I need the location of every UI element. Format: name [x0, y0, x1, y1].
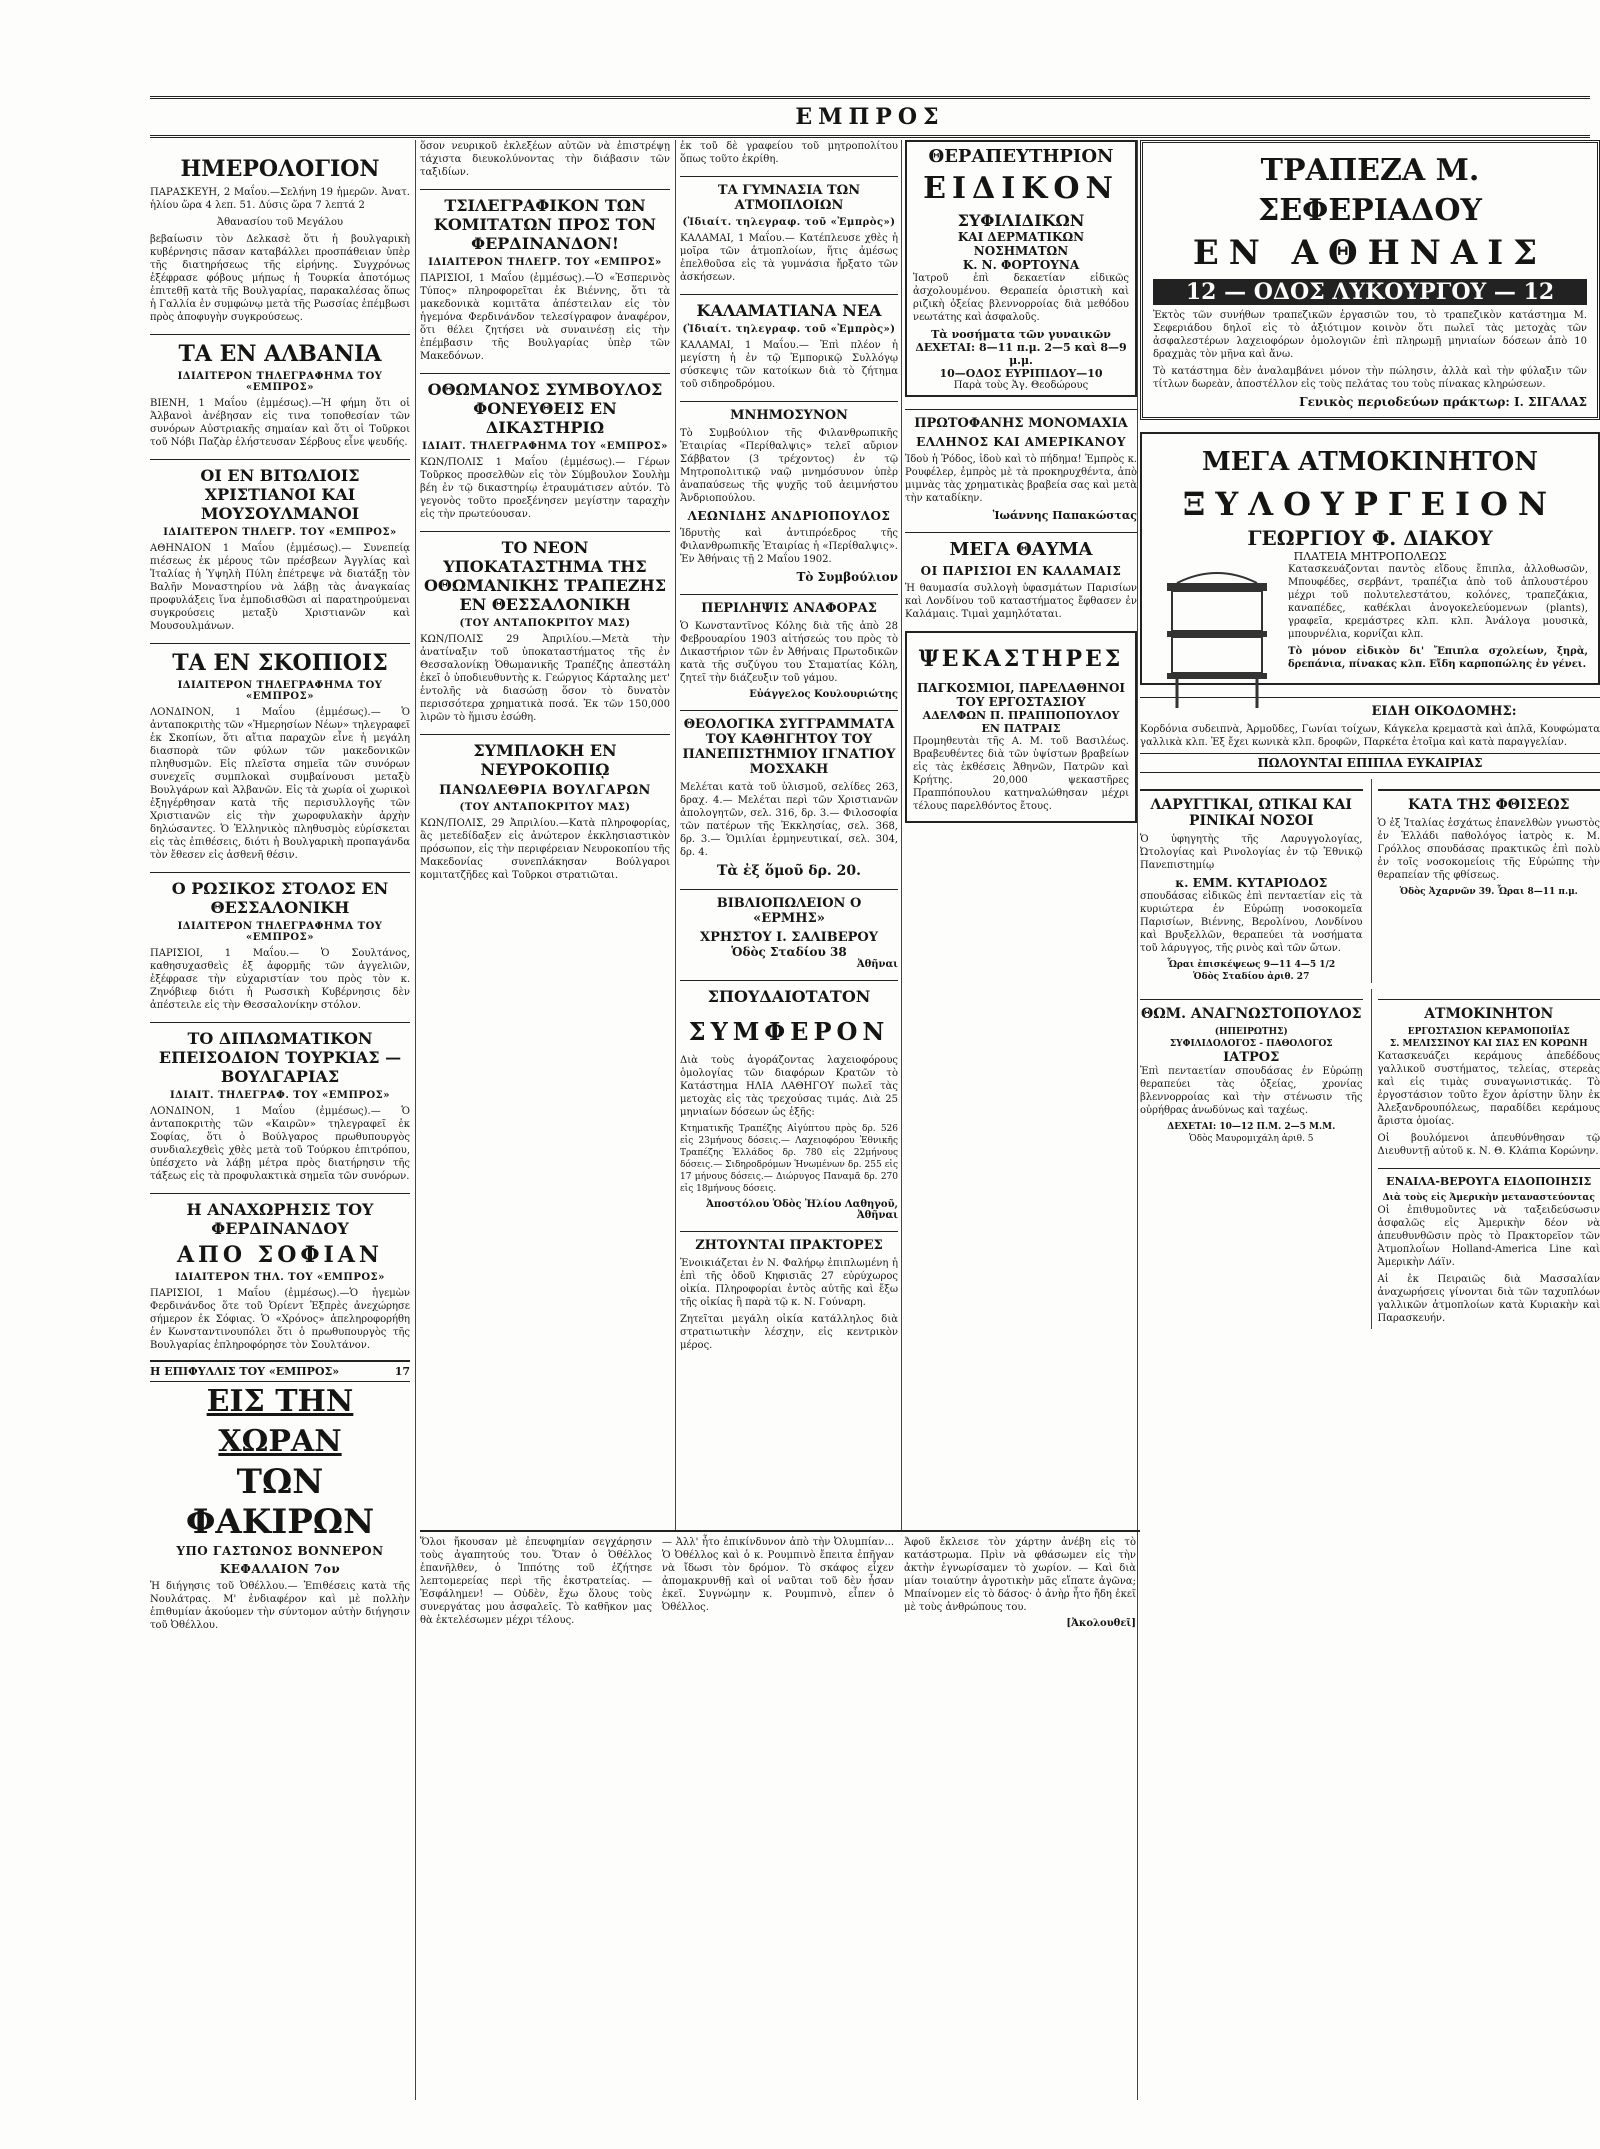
calendar-saint: Ἀθανασίου τοῦ Μεγάλου — [216, 217, 344, 228]
headline: ΠΡΩΤΟΦΑΝΗΣ ΜΟΝΟΜΑΧΙΑ — [905, 409, 1137, 431]
subheading: ΕΛΛΗΝΟΣ ΚΑΙ ΑΜΕΡΙΚΑΝΟΥ — [916, 435, 1126, 449]
signature: Ἰωάννης Παπακώστας — [992, 509, 1137, 522]
continued-marker: [Ἀκολουθεῖ] — [1066, 1618, 1136, 1629]
feuilleton-column: Ἀφοῦ ἔκλεισε τὸν χάρτην ἀνέβη εἰς τὸ κατάστρωμα. Πρὶν νὰ φθάσωμεν εἰς τὴν ἀκτὴν ἐγνωρίσαμεν τὸ χωρίον. — Καὶ διὰ μίαν τοιαύτην ἀγροτικὴν μᾶς εἴπατε ἀγῶνα; Μπαίνομεν εἰς τὸ δάσος· ὁ ἀνὴρ ἦτο ἤδη ἐκεῖ μὲ τοὺς ἀνθρώπους του. [Ἀκολουθεῖ] — [904, 1537, 1136, 1629]
signature: Τὸ Συμβούλιον — [796, 570, 898, 584]
article-text: Διὰ τοὺς ἀγοράζοντας λαχειοφόρους ὁμολογίας τῶν διαφόρων Κρατῶν τὸ Κατάστημα ΗΛΙΑ ΛΑΘΗΓΟΥ πωλεῖ τὰς μετοχὰς εἰς τὰς τρεχούσας τιμάς. Διὰ 25 μηνιαίων δόσεων ὡς ἑξῆς: — [680, 1055, 898, 1118]
article-text: ΠΑΡΙΣΙΟΙ, 1 Μαΐου.— Ὁ Σουλτάνος, καθησυχασθεὶς ἐξ ἀφορμῆς τῶν ἀγγελιῶν, ἐξέφρασε τὴν εὐχαριστίαν του πρὸς τὸν κ. Ζηνόβιεφ διότι ἡ Ρωσσικὴ Κυβέρνησις δὲν ἀπέστειλε εἰς τὴν Θεσσαλονίκην στόλον. — [150, 948, 410, 1011]
headline: ΣΥΜΠΛΟΚΗ ΕΝ ΝΕΥΡΟΚΟΠΙῼ — [420, 734, 670, 779]
column-rule — [415, 140, 416, 2100]
article-text: Τὸ Συμβούλιον τῆς Φιλανθρωπικῆς Ἑταιρίας «Περίθαλψις» τελεῖ αὔριον Σάββατον (3 τρέχοντος) ἐν τῷ Μητροπολιτικῷ ναῷ μνημόσυνον ὑπὲρ ἀναπαύσεως τῆς ψυχῆς τοῦ ἀειμνήστου Ἀνδριοπούλου. — [680, 428, 898, 504]
subheading: ΙΔΙΑΙΤΕΡΟΝ ΤΗΛΕΓΡΑΦΗΜΑ ΤΟΥ «ΕΜΠΡΟΣ» — [177, 921, 383, 943]
article-text: ΚΑΛΑΜΑΙ, 1 Μαΐου.— Ἐπὶ πλέον ἡ μεγίστη ἡ ἐν τῷ Ἐμπορικῷ Συλλόγῳ σύσκεψις τῶν κατοίκων διὰ τὸ ζήτημα τοῦ σιδηροδρόμου. — [680, 340, 898, 390]
article-text: ὅσον νευρικοῦ ἐκλεξέων αὐτῶν νὰ ἐπιστρέψῃ τάχιστα διευκολύνοντας τὴν διάβασιν τῶν ταξιδίων. — [420, 141, 670, 178]
calendar-text: ΠΑΡΑΣΚΕΥΗ, 2 Μαΐου.—Σελήνη 19 ἡμερῶν. Ἀνατ. ἡλίου ὥρα 4 λεπ. 51. Δύσις ὥρα 7 λεπτά 2 — [150, 187, 410, 211]
headline: ΣΠΟΥΔΑΙΟΤΑΤΟΝ — [680, 980, 898, 1006]
article-text: Ἡ θαυμασία συλλογὴ ὑφασμάτων Παρισίων καὶ Λονδίνου τοῦ καταστήματος ἔφθασεν ἐν Καλάμαις. Τιμαὶ χαμηλόταται. — [905, 583, 1137, 620]
novel-chapter: ΚΕΦΑΛΑΙΟΝ 7ον — [219, 1562, 341, 1576]
headline: ΤΑ ΓΥΜΝΑΣΙΑ ΤΩΝ ΑΤΜΟΠΛΟΙΩΝ — [680, 176, 898, 213]
article-text: ΒΙΕΝΗ, 1 Μαΐου (ἐμμέσως).—Ἡ φήμη ὅτι οἱ Ἀλβανοὶ ἀνέβησαν εἰς τινα τοποθεσίαν τῶν συνόρων Αὐστριακῆς σημαίαν καὶ ὅτι οἱ Τοῦρκοι τοῦ Νόβι Παζὰρ ἐλήστευσαν Σέρβους εἶνε ψευδής. — [150, 398, 410, 448]
novel-text: Ἡ διήγησις τοῦ Ὀθέλλου.— Ἐπιθέσεις κατὰ τῆς Νουλάτρας. Μ' ἐνδιαφέρον καὶ μὲ πολλὴν ἐπιθυμίαν ἀκούομεν τὴν σύντομον αὐτὴν διήγησιν τοῦ Ὀθέλλου. — [150, 1581, 410, 1631]
column-4 — [905, 140, 1137, 1560]
cabinet-illustration — [1152, 563, 1282, 713]
feuilleton-column: — Ἀλλ' ἦτο ἐπικίνδυνον ἀπὸ τὴν Ὀλυμπίαν... Ὁ Ὀθέλλος καὶ ὁ κ. Ρουμπινὸ ἔπειτα ἐπῆγαν νὰ ἴδωσι τὸν δρόμον. Τὸ σκάφος εἶχεν ἀπομακρυνθῇ καὶ οἱ ναῦται τοῦ δὲν ἦσαν ἐκεῖ. Συγνώμην κ. Ρουμπινὸ, εἶπεν ὁ Ὀθέλλος. — [662, 1537, 894, 1613]
article-text: ΚΑΛΑΜΑΙ, 1 Μαΐου.— Κατέπλευσε χθὲς ἡ μοῖρα τῶν ἀτμοπλοίων, ἥτις ἀμέσως ἐπελθοῦσα εἰς τὰ γυμνάσια ἤρξατο τῶν ἀσκήσεων. — [680, 233, 898, 283]
subheading: ΟΙ ΠΑΡΙΣΙΟΙ ΕΝ ΚΑΛΑΜΑΙΣ — [920, 564, 1122, 578]
feuilleton-continuation — [420, 1530, 1140, 2140]
advertisement-ceramics: ΑΤΜΟΚΙΝΗΤΟΝ ΕΡΓΟΣΤΑΣΙΟΝ ΚΕΡΑΜΟΠΟΙΪΑΣ Σ. ΜΕΛΙΣΣΙΝΟΥ ΚΑΙ ΣΙΑΣ ΕΝ ΚΟΡΩΝΗ Κατασκευάζει κεράμους ἀπεδέδους γαλλικοῦ συστήματος, τελείας, στερεὰς καὶ εἰς τιμὰς συναγωνιστικάς. Τὸ ἐργοστάσιον τοῦτο ἔχον ἀρίστην ὕλην ἐκ Ἀλεξανδρουπόλεως, παραδίδει κεράμους ἄριστα ὁμοίας. Οἱ βουλόμενοι ἀπευθύνθησαν τῷ Διευθυντῇ αὐτοῦ κ. Ν. Θ. Κλάπια Κορώνην. ΕΝΑΙΛΑ-ΒΕΡΟΥΓΑ ΕΙΔΟΠΟΙΗΣΙΣ Διὰ τοὺς εἰς Ἀμερικὴν μεταναστεύοντας Οἱ ἐπιθυμοῦντες νὰ ταξειδεύσωσιν ἀσφαλῶς εἰς Ἀμερικὴν δέον νὰ ἀπευθυνθῶσιν πρὸς τὸ Πρακτορεῖον τῶν Ἀτμοπλοΐων Holland-America Line καὶ Ἀμερικὴν Λάϊν. Αἱ ἐκ Πειραιῶς διὰ Μασσαλίαν ἀναχωρήσεις γίνονται διὰ τῶν ταχυπλόων γαλλικῶν ἀτμοπλοίων κατὰ Κυριακὴν καὶ Παρασκευήν. — [1371, 989, 1600, 1329]
advertisement-tuberculosis: ΚΑΤΑ ΤΗΣ ΦΘΙΣΕΩΣ Ὁ ἐξ Ἰταλίας ἐσχάτως ἐπανελθὼν γνωστὸς ἐν Ἑλλάδι παθολόγος ἰατρὸς κ. Μ. Γρόλλος σπουδάσας πρακτικῶς ἐπὶ πολὺ ἐν τοῖς νοσοκομείοις τῆς Εὐρώπης τὴν θεραπείαν τῆς φθίσεως. Ὁδὸς Ἀχαρνῶν 39. Ὧραι 8—11 π.μ. — [1371, 779, 1600, 983]
column-2 — [420, 140, 670, 1140]
calendar-title: ΗΜΕΡΟΛΟΓΙΟΝ — [180, 156, 380, 182]
headline-place: ΑΠΟ ΣΟΦΙΑΝ — [176, 1242, 384, 1268]
subheading: ΙΔΙΑΙΤΕΡΟΝ ΤΗΛ. ΤΟΥ «ΕΜΠΡΟΣ» — [175, 1272, 385, 1283]
article-text: Ἐνοικιάζεται ἐν Ν. Φαλήρῳ ἐπιπλωμένη ἡ ἐπὶ τῆς ὁδοῦ Κηφισιᾶς 27 εὐρύχωρος οἰκία. Πληροφορίαι ἐντὸς αὐτῆς καὶ ἔξω τῆς οἰκίας ἢ παρὰ τῷ κ. Ν. Γούναρη. — [680, 1258, 898, 1308]
article-text: ΑΘΗΝΑΙΟΝ 1 Μαΐου (ἐμμέσως).— Συνεπείᾳ πιέσεως ἐκ μέρους τῶν πρέσβεων Ἀγγλίας καὶ Ἰταλίας ἡ Ὑψηλὴ Πύλη ἐπέτρεψε νὰ διατάξῃ τὸν Βαλῆν Μοναστηρίου νὰ λάβῃ τὰς ἀναγκαίας προφυλάξεις ἵνα ἐμποδισθῶσι αἱ παρατηρούμεναι συγκρούσεις μεταξὺ Χριστιανῶν καὶ Μουσουλμάνων. — [150, 543, 410, 632]
article-text: Μελέται κατὰ τοῦ ὑλισμοῦ, σελίδες 263, δραχ. 4.— Μελέται περὶ τῶν Χριστιανῶν ἀπολογητῶν, σελ. 316, δρ. 3.— Φιλοσοφία τῶν πατέρων τῆς Ἐκκλησίας, σελ. 368, δρ. 3.— Ὁμιλίαι ἐρμηνευτικαί, σελ. 304, δρ. 4. — [680, 782, 898, 858]
headline: ΤΟ ΝΕΟΝ ΥΠΟΚΑΤΑΣΤΗΜΑ ΤΗΣ ΟΘΩΜΑΝΙΚΗΣ ΤΡΑΠΕΖΗΣ ΕΝ ΘΕΣΣΑΛΟΝΙΚΗ — [420, 531, 670, 614]
article-text: ΚΩΝ/ΠΟΛΙΣ 29 Ἀπριλίου.—Μετὰ τὴν ἀνατίναξιν τοῦ ὑποκαταστήματος τῆς ἐν Θεσσαλονίκῃ Ὀθωμανικῆς Τραπέζης ἀπεστάλη ἐκεῖ ὁ ὑποδιευθυντὴς κ. Γεώργιος Κάρταλης μετ' ἐντολῆς νὰ διασώσῃ ὅσον τὸ δυνατὸν περισσότερα χρηματικὰ ποσά. Ἐκ τῶν 150,000 λιρῶν τὸ ἥμισυ ἐσώθη. — [420, 634, 670, 723]
subheading: ΙΔΙΑΙΤ. ΤΗΛΕΓΡΑΦΗΜΑ ΤΟΥ «ΕΜΠΡΟΣ» — [422, 441, 668, 452]
advertisement-sprayers: ΨΕΚΑΣΤΗΡΕΣ ΠΑΓΚΟΣΜΙΟΙ, ΠΑΡΕΛΑΘΗΝΟΙ ΤΟΥ ΕΡΓΟΣΤΑΣΙΟΥ ΑΔΕΛΦΩΝ Π. ΠΡΑΠΠΟΠΟΥΛΟΥ ΕΝ ΠΑΤΡΑΙΣ Προμηθευτὰι τῆς Α. Μ. τοῦ Βασιλέως. Βραβευθέντες διὰ τῶν ὑψίστων βραβείων εἰς τὰς ἐκθέσεις Ἀθηνῶν, Πατρῶν καὶ Κρήτης. 20,000 ψεκαστῆρες Πραππόπουλου κατηναλώθησαν μέχρι τέλους παρελθόντος ἔτους. — [905, 631, 1137, 823]
ads-row — [1140, 779, 1600, 983]
headline: ΤΣΙΛΕΓΡΑΦΙΚΟΝ ΤΩΝ ΚΟΜΙΤΑΤΩΝ ΠΡΟΣ ΤΟΝ ΦΕΡΔΙΝΑΝΔΟΝ! — [420, 189, 670, 253]
article-text: ἐκ τοῦ δὲ γραφείου τοῦ μητροπολίτου ὅπως τοῦτο ἐκρίθη. — [680, 141, 898, 165]
headline: Ο ΡΩΣΙΚΟΣ ΣΤΟΛΟΣ ΕΝ ΘΕΣΣΑΛΟΝΙΚΗ — [150, 872, 410, 917]
bookshop-city: Ἀθῆναι — [856, 959, 898, 970]
subheading: ΛΕΩΝΙΔΗΣ ΑΝΔΡΙΟΠΟΥΛΟΣ — [687, 509, 891, 523]
advertisement-ent: ΛΑΡΥΓΓΙΚΑΙ, ΩΤΙΚΑΙ ΚΑΙ ΡΙΝΙΚΑΙ ΝΟΣΟΙ Ὁ ὑφηγητὴς τῆς Λαρυγγολογίας, Ὠτολογίας καὶ Ρινολογίας ἐν τῷ Ἐθνικῷ Πανεπιστημίῳ κ. ΕΜΜ. ΚΥΤΑΡΙΟΔΟΣ σπουδάσας εἰδικῶς ἐπὶ πενταετίαν εἰς τὰ κυριώτερα ἐν Εὐρώπῃ νοσοκομεῖα Παρισίων, Βιέννης, Βερολίνου, Λονδίνου καὶ Βρυξελλῶν, θεραπεύει τὰ νοσήματα τοῦ λάρυγγος, τῆς ρινὸς καὶ τῶν ὤτων. Ὧραι ἐπισκέψεως 9—11 4—5 1/2 Ὁδὸς Σταδίου ἀριθ. 27 — [1140, 779, 1363, 983]
headline: ΟΘΩΜΑΝΟΣ ΣΥΜΒΟΥΛΟΣ ΦΟΝΕΥΘΕΙΣ ΕΝ ΔΙΚΑΣΤΗΡΙΩ — [420, 373, 670, 437]
article-text: Κορδόνια συδειπνὰ, Ἀρμοῦδες, Γωνίαι τοίχων, Κάγκελα κρεμαστὰ καὶ ἀπλᾶ, Κουφώματα γαλλικὰ κλπ. Ἐξ ἔχει κωνικὰ κλπ. δροφῶν, Παρκέτα ἑτοῖμα καὶ κατὰ παραγγελίαν. — [1140, 724, 1600, 748]
subheading: (Ἰδιαίτ. τηλεγραφ. τοῦ «Ἐμπρὸς») — [682, 217, 896, 228]
headline-big: ΣΥΜΦΕΡΟΝ — [688, 1017, 890, 1046]
subheading: (ΤΟΥ ΑΝΤΑΠΟΚΡΙΤΟΥ ΜΑΣ) — [459, 802, 631, 813]
article-text: ΚΩΝ/ΠΟΛΙΣ 1 Μαΐου (ἐμμέσως).— Γέρων Τοῦρκος προσελθὼν εἰς τὸν Σύμβουλον Σουλὴμ βέη ἐν τῷ δικαστηρίῳ ἐτραυμάτισεν αὐτόν. Τὸ γεγονὸς τοῦτο προεξένησεν μεγίστην ταραχὴν εἰς τὴν πρωτεύουσαν. — [420, 457, 670, 520]
headline: Η ΑΝΑΧΩΡΗΣΙΣ ΤΟΥ ΦΕΡΔΙΝΑΝΔΟΥ — [150, 1193, 410, 1238]
article-text: ΛΟΝΔΙΝΟΝ, 1 Μαΐου (ἐμμέσως).— Ὁ ἀνταποκριτὴς τῶν «Καιρῶν» τηλεγραφεῖ ἐκ Σοφίας, ὅτι ὁ Βούλγαρος πρωθυπουργὸς συνδιαλεχθεὶς χθὲς μετὰ τοῦ Τούρκου ἐπιτρόπου, ὑπέσχετο νὰ λάβῃ μέτρα πρὸς διατήρησιν τῆς τάξεως εἰς τὰ προφυλακτικὰ σημεῖα τῶν συνόρων. — [150, 1106, 410, 1182]
headline: ΕΙΔΗ ΟΙΚΟΔΟΜΗΣ: — [1140, 697, 1600, 719]
headline: ΟΙ ΕΝ ΒΙΤΩΛΙΟΙΣ ΧΡΙΣΤΙΑΝΟΙ ΚΑΙ ΜΟΥΣΟΥΛΜΑΝΟΙ — [150, 459, 410, 523]
subheading: ΙΔΙΑΙΤΕΡΟΝ ΤΗΛΕΓΡ. ΤΟΥ «ΕΜΠΡΟΣ» — [428, 257, 662, 268]
article-text: ΠΑΡΙΣΙΟΙ, 1 Μαΐου (ἐμμέσως).—Ὁ ἡγεμὼν Φερδινάνδος ὅτε τοῦ Ὀρίεντ Ἐξπρὲς ἀνεχώρησε σήμερον ἐκ Σόφιας. Ὁ «Χρόνος» ἀπεληροφορήθη ἐν Κωνσταντινουπόλει ὅτι ὁ πρωθυπουργὸς τῆς Βουλγαρίας ἐπληροφόρησε τὸν Σουλτάνον. — [150, 1288, 410, 1351]
feuilleton-header: Η ΕΠΙΦΥΛΛΙΣ ΤΟΥ «ΕΜΠΡΟΣ» 17 — [150, 1360, 410, 1382]
headline: ΚΑΛΑΜΑΤΙΑΝΑ ΝΕΑ — [680, 294, 898, 320]
article-text: Ἱδρυτὴς καὶ ἀντιπρόεδρος τῆς Φιλανθρωπικῆς Ἑταιρίας ἡ «Περίθαλψις». Ἐν Ἀθήναις τῇ 2 Μαΐου 1902. — [680, 528, 898, 565]
column-1 — [150, 140, 410, 2140]
subheading: ΙΔΙΑΙΤΕΡΟΝ ΤΗΛΕΓΡΑΦΗΜΑ ΤΟΥ «ΕΜΠΡΟΣ» — [177, 680, 383, 702]
bookshop-owner: ΧΡΗΣΤΟΥ Ι. ΣΑΛΙΒΕΡΟΥ — [700, 930, 878, 945]
advertisement-bank: ΤΡΑΠΕΖΑ Μ. ΣΕΦΕΡΙΑΔΟΥ ΕΝ ΑΘΗΝΑΙΣ 12 — ΟΔΟΣ ΛΥΚΟΥΡΓΟΥ — 12 Ἐκτὸς τῶν συνήθων τραπεζικῶν ἐργασιῶν του, τὸ τραπεζικὸν κατάστημα Μ. Σεφεριάδου δηλοῖ εἰς τὸ ἀξιότιμον κοινὸν ὅτι πωλεῖ τὰς μετοχὰς τῶν ἀσφαλεστέρων λαχειοφόρων ὁμολογιῶν ἐπὶ πληρωμῇ μηνιαίων δόσεων ἀπὸ 10 δραχμὰς τὸν μῆνα καὶ ἄνω. Τὸ κατάστημα δὲν ἀναλαμβάνει μόνον τὴν πώλησιν, ἀλλὰ καὶ τὴν φύλαξιν τῶν τίτλων δωρεὰν, ἀποστέλλον εἰς τοὺς πελάτας του τοὺς πίνακας κληρώσεων. Γενικὸς περιοδεύων πράκτωρ: Ι. ΣΙΓΑΛΑΣ — [1140, 140, 1600, 420]
article-text: Ζητεῖται μεγάλη οἰκία κατάλληλος διὰ στρατιωτικὴν λέσχην, εἰς κεντρικὸν μέρος. — [680, 1314, 898, 1351]
headline: ΘΕΟΛΟΓΙΚΑ ΣΥΓΓΡΑΜΜΑΤΑ ΤΟΥ ΚΑΘΗΓΗΤΟΥ ΤΟΥ ΠΑΝΕΠΙΣΤΗΜΙΟΥ ΙΓΝΑΤΙΟΥ ΜΟΣΧΑΚΗ — [680, 710, 898, 777]
column-3 — [680, 140, 898, 1390]
bookshop-address: Ὁδὸς Σταδίου 38 — [731, 945, 847, 959]
signature: Εὐάγγελος Κουλουριώτης — [749, 689, 898, 700]
masthead: ΕΜΠΡΟΣ — [150, 96, 1590, 138]
signature: Ἀποστόλου Ὁδὸς Ἡλίου Λαθηγοῦ, Ἀθῆναι — [706, 1199, 898, 1221]
feuilleton-column: Ὅλοι ἤκουσαν μὲ ἐπευφημίαν σεγχάρησιν τοὺς ἀγαπητούς του. Ὅταν ὁ Ὀθέλλος ἐπανῆλθεν, ὁ Ἰππότης τοῦ ἐζήτησε λεπτομερείας περὶ τῆς ἐκστρατείας. — Ἐσφάλημεν! — Οὐδὲν, ἔχω ὅλους τοὺς συνεργάτας μου ἀσφαλεῖς. Τὸ καθῆκον μας θὰ ἐκτελέσωμεν μέχρι τέλους. — [420, 1537, 652, 1626]
article-text: ΚΩΝ/ΠΟΛΙΣ, 29 Ἀπριλίου.—Κατὰ πληροφορίας, ἃς μετεδίδαξεν εἰς ἀνώτερον ἐκκλησιαστικὸν πρόσωπον, εἰς τὴν περιφέρειαν Νευροκοπίου τῆς Μακεδονίας συνεπλάκησαν Βούλγαροι κομιτατζῆδες καὶ Τοῦρκοι στρατιῶται. — [420, 818, 670, 881]
article-text: Κτηματικῆς Τραπέζης Αἰγύπτου πρὸς δρ. 526 εἰς 23μήνους δόσεις.— Λαχειοφόρου Ἐθνικῆς Τραπέζης Ἑλλάδος δρ. 780 εἰς 22μήνους δόσεις.— Σιδηροδρόμων Ἡνωμένων δρ. 255 εἰς 17 μήνους δόσεις.— Διώρυγος Παναμᾶ δρ. 270 εἰς 18μήνους δόσεις. — [680, 1124, 898, 1194]
headline: ΠΕΡΙΛΗΨΙΣ ΑΝΑΦΟΡΑΣ — [680, 594, 898, 616]
novel-author: ΥΠΟ ΓΑΣΤΩΝΟΣ ΒΟΝΝΕΡΟΝ — [176, 1544, 384, 1558]
headline: ΜΕΓΑ ΘΑΥΜΑ — [905, 532, 1137, 560]
subheading: ΙΔΙΑΙΤ. ΤΗΛΕΓΡΑΦ. ΤΟΥ «ΕΜΠΡΟΣ» — [170, 1090, 390, 1101]
article-text: Ἰδοὺ ἡ Ῥόδος, ἰδοὺ καὶ τὸ πήδημα! Ἐμπρὸς κ. Ρουφέλερ, ἐμπρὸς μὲ τὰ προκηρυχθέντα, ἀπὸ μιμνὰς τὰς χρηματικὰς βραβεία σας καὶ μετὰ τὴν καταδίκην. — [905, 454, 1137, 504]
headline: ΤΟ ΔΙΠΛΩΜΑΤΙΚΟΝ ΕΠΕΙΣΟΔΙΟΝ ΤΟΥΡΚΙΑΣ — ΒΟΥΛΓΑΡΙΑΣ — [150, 1022, 410, 1086]
subheading: ΠΑΝΩΛΕΘΡΙΑ ΒΟΥΛΓΑΡΩΝ — [439, 783, 651, 798]
subheading: (Ἰδιαίτ. τηλεγραφ. τοῦ «Ἐμπρὸς») — [682, 324, 896, 335]
subheading: ΙΔΙΑΙΤΕΡΟΝ ΤΗΛΕΓΡΑΦΗΜΑ ΤΟΥ «ΕΜΠΡΟΣ» — [177, 371, 383, 393]
headline: ΤΑ ΕΝ ΑΛΒΑΝΙΑ — [150, 334, 410, 367]
advertisement-doctor: ΘΩΜ. ΑΝΑΓΝΩΣΤΟΠΟΥΛΟΣ (ΗΠΕΙΡΩΤΗΣ) ΣΥΦΙΛΙΔΟΛΟΓΟΣ - ΠΑΘΟΛΟΓΟΣ ΙΑΤΡΟΣ Ἐπὶ πενταετίαν σπουδάσας ἐν Εὐρώπῃ θεραπεύει τὰς ὀξείας, χρονίας βλεννορροίας καὶ τὴν στένωσιν τῆς οὐρήθρας ἀνωδύνως καὶ ταχέως. ΔΕΧΕΤΑΙ: 10—12 Π.Μ. 2—5 Μ.Μ. Ὁδὸς Μαυρομιχάλη ἀριθ. 5 — [1140, 989, 1363, 1329]
advertisement-furniture: ΜΕΓΑ ΑΤΜΟΚΙΝΗΤΟΝ ΞΥΛΟΥΡΓΕΙΟΝ ΓΕΩΡΓΙΟΥ Φ. ΔΙΑΚΟΥ ΠΛΑΤΕΙΑ ΜΗΤΡΟΠΟΛΕΩΣ Κατασκευάζονται παντὸς εἴδους ἔπιπλα, ἀλλοθωσῶν, Μπουφέδες, σερβάντ, τραπέζια ἀπὸ τοῦ ἁπλουστέρου μέχρι τοῦ πολυτελεστάτου, κολόνες, τραπεζάκια, καναπέδες, καθέκλαι ἀνογοκελεύομενων (plants), γραφεῖα, κρεμάστρες κλπ. κλπ. Ἀνάλογα μουσικὰ, μπουρνέλια, κορνίζαι κλπ. Τὸ μόνον εἰδικὸν δι' Ἔπιπλα σχολείων, ξηρὰ, δρεπάνια, πίνακας κλπ. Εἴδη καρποπώλης ἐν γένει. — [1140, 432, 1600, 685]
column-5 — [1140, 140, 1600, 2125]
column-rule — [675, 140, 676, 1530]
novel-title: ΕΙΣ ΤΗΝ ΧΩΡΑΝ — [206, 1384, 354, 1459]
novel-title: ΤΩΝ ΦΑΚΙΡΩΝ — [185, 1462, 375, 1542]
headline: ΒΙΒΛΙΟΠΩΛΕΙΟΝ Ο «ΕΡΜΗΣ» — [680, 889, 898, 926]
ads-row — [1140, 989, 1600, 1329]
headline: ΜΝΗΜΟΣΥΝΟΝ — [680, 401, 898, 423]
article-text: ΛΟΝΔΙΝΟΝ, 1 Μαΐου (ἐμμέσως).— Ὁ ἀνταποκριτὴς τῶν «Ἡμερησίων Νέων» τηλεγραφεῖ ἐκ Σκοπίων, ὅτι αἴτια παραχῶν εἶνε ἡ μεγάλη διασπορὰ τῶν φύλων τῶν μακεδονικῶν πληθυσμῶν. Εἰς πλεῖστα σημεῖα τῶν συνόρων συνεχεῖς συμπλοκαὶ συμβαίνουσι μεταξὺ Βουλγάρων καὶ Ἀλβανῶν. Εἰς τὰ χωρία οἱ χωρικοὶ ἐξηγέρθησαν κατὰ τῆς περισυλλογῆς τῶν Χριστιανῶν εἰς τὴν χωροφυλακὴν ἀρχὴν δηλώσαντες. Ὁ Ἑλληνικὸς πληθυσμὸς εὑρίσκεται εἰς τὰς ἐπιθέσεις, διότι ἡ Βουλγαρικὴ προπαγάνδα τὸν ἔθεσεν εἰς ἀσθενῆ θέσιν. — [150, 707, 410, 861]
headline: ΖΗΤΟΥΝΤΑΙ ΠΡΑΚΤΟΡΕΣ — [680, 1231, 898, 1253]
advertisement-clinic: ΘΕΡΑΠΕΥΤΗΡΙΟΝ ΕΙΔΙΚΟΝ ΣΥΦΙΛΙΔΙΚΩΝ ΚΑΙ ΔΕΡΜΑΤΙΚΩΝ ΝΟΣΗΜΑΤΩΝ Κ. Ν. ΦΟΡΤΟΥΝΑ Ἰατροῦ ἐπὶ δεκαετίαν εἰδικῶς ἀσχολουμένου. Θεραπεία ὁριστικὴ καὶ ριζικὴ ὀξείας βλεννορροίας διὰ μεθόδου νεωτάτης καὶ ἀσφαλοῦς. Τὰ νοσήματα τῶν γυναικῶν ΔΕΧΕΤΑΙ: 8—11 π.μ. 2—5 καὶ 8—9 μ.μ. 10—ΟΔΟΣ ΕΥΡΙΠΙΔΟΥ—10 Παρὰ τοὺς Ἁγ. Θεοδώρους — [905, 140, 1137, 397]
article-text: ΠΑΡΙΣΙΟΙ, 1 Μαΐου (ἐμμέσως).—Ὁ «Ἐσπερινὸς Τύπος» πληροφορεῖται ἐκ Βιέννης, ὅτι τὰ μακεδονικὰ κομιτᾶτα ἀπέστειλαν εἰς τὸν ἡγεμόνα Φερδινάνδον τελεσίγραφον ἀναφέρον, ὅτι θέλει ζητήσει νὰ συναινέσῃ εἰς τὴν ἐπέμβασιν τῆς Βουλγαρίας ὑπὲρ τῶν Μακεδόνων. — [420, 273, 670, 362]
article-text: Ὁ Κωνσταντῖνος Κόλης διὰ τῆς ἀπὸ 28 Φεβρουαρίου 1903 αἰτήσεώς του πρὸς τὸ Δικαστήριον τῶν ἐν Ἀθήναις Πρωτοδικῶν κατὰ τῆς συζύγου του Σταματίας Κόλη, ζητεῖ τὴν διάζευξιν τοῦ γάμου. — [680, 621, 898, 684]
subheading: (ΤΟΥ ΑΝΤΑΠΟΚΡΙΤΟΥ ΜΑΣ) — [459, 618, 631, 629]
column-rule — [901, 140, 902, 1530]
article-text: βεβαίωσιν τὸν Δελκασὲ ὅτι ἡ βουλγαρικὴ κυβέρνησις πᾶσαν καταβάλλει προσπάθειαν ὑπὲρ τῆς διατηρήσεως τῆς εἰρήνης. Συγχρόνως ἐξέφρασε φόβους μήπως ἡ Τουρκία ἀποτόμως ἐπιτεθῇ κατὰ τῆς Βουλγαρίας, παρακαλέσας ὅπως ἡ Γαλλία ἐν συμφώνῳ μετὰ τῆς Ρωσσίας ἐπέμβωσι πρὸς ἀποφυγὴν συγκρούσεως. — [150, 234, 410, 323]
headline: ΤΑ ΕΝ ΣΚΟΠΙΟΙΣ — [150, 643, 410, 676]
price: Τὰ ἐξ ὅμοῦ δρ. 20. — [716, 863, 861, 879]
subheading: ΙΔΙΑΙΤΕΡΟΝ ΤΗΛΕΓΡ. ΤΟΥ «ΕΜΠΡΟΣ» — [163, 527, 397, 538]
strip-banner: ΠΩΛΟΥΝΤΑΙ ΕΠΙΠΛΑ ΕΥΚΑΙΡΙΑΣ — [1140, 753, 1600, 773]
